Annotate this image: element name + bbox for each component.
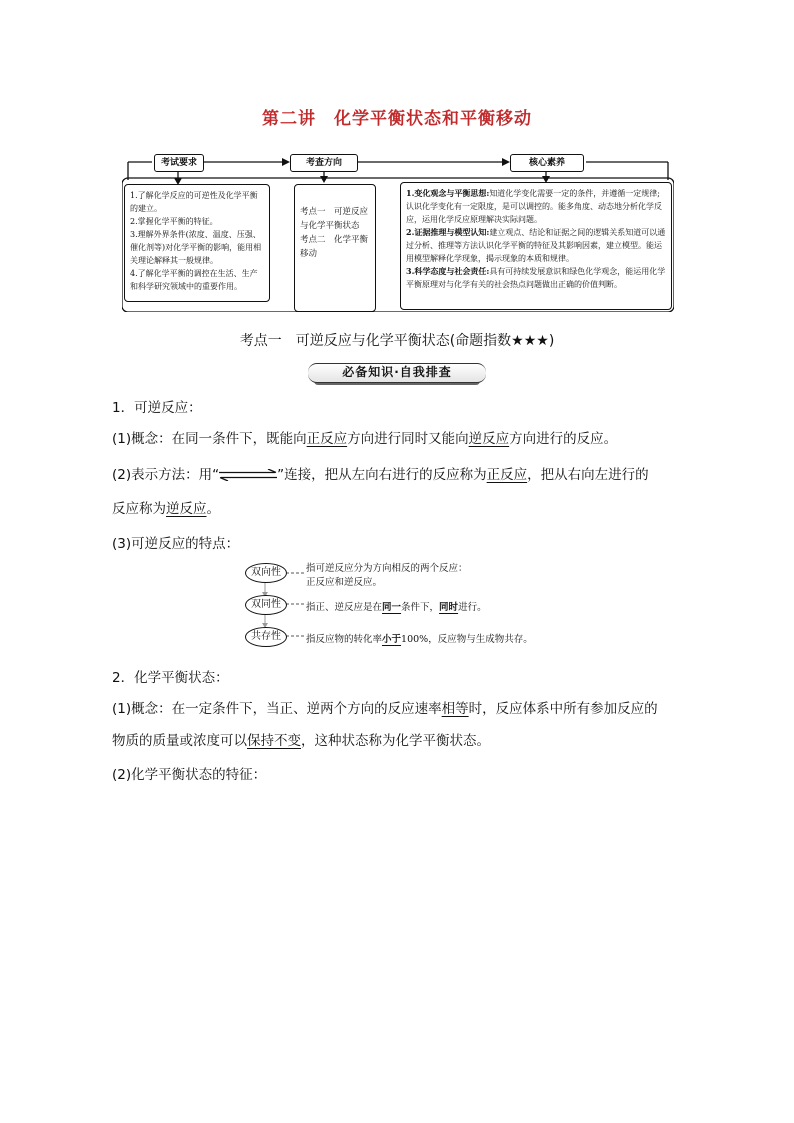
feature-desc: 指正、逆反应是在同一条件下，同时进行。: [306, 602, 487, 613]
literacy-box: [400, 182, 672, 310]
literacy-item: 3.科学态度与社会责任:具有可持续发展意识和绿色化学观念，能运用化学平衡原理对与化学有关的社会热点问题做出正确的价值判断。: [406, 266, 666, 289]
s1-notation-line-2: 反应称为逆反应。: [112, 501, 220, 517]
s2-features-line: (2)化学平衡状态的特征：: [112, 767, 267, 783]
requirement-item: 1.了解化学反应的可逆性及化学平衡的建立。: [130, 191, 258, 213]
answer-blank: 正反应: [306, 431, 348, 447]
section2-heading: 2．化学平衡状态：: [112, 670, 229, 686]
arrow-head: [320, 176, 328, 183]
answer-blank: 逆反应: [166, 501, 207, 517]
feature-desc: 正反应和逆反应。: [306, 577, 383, 588]
answer-blank: 逆反应: [468, 431, 510, 447]
exam-requirements-box: [124, 184, 270, 302]
feature-label: 双向性: [245, 563, 287, 583]
page-title: 第二讲 化学平衡状态和平衡移动: [262, 109, 532, 129]
overview-diagram: [122, 150, 674, 312]
literacy-item: 1.变化观念与平衡思想:知道化学变化需要一定的条件，并遵循一定规律;认识化学变化有一定限度，是可以调控的。能多角度、动态地分析化学反应，运用化学反应原理解决实际问题。: [406, 188, 662, 224]
s1-notation-line: (2)表示方法：用“ ”连接，把从左向右进行的反应称为正反应，把从右向左进行的: [112, 467, 649, 483]
answer-blank: 相等: [441, 701, 469, 717]
feature-label: 共存性: [245, 627, 287, 647]
s1-concept-line: (1)概念：在同一条件下，既能向正反应方向进行同时又能向逆反应方向进行的反应。: [112, 431, 618, 447]
banner-text: 必备知识·自我排查: [342, 365, 452, 379]
literacy-item: 2.证据推理与模型认知:建立观点、结论和证据之间的逻辑关系知道可以通过分析、推理等方法认识化学平衡的特征及其影响因素，建立模型。能运用模型解释化学现象，揭示现象的本质和规律。: [406, 227, 666, 263]
directions-box: [294, 184, 376, 312]
header-literacy: 核心素养: [510, 154, 584, 172]
answer-blank: 保持不变: [247, 733, 301, 749]
section-banner: [308, 363, 486, 385]
direction-item: 考点一 可逆反应与化学平衡状态: [300, 207, 369, 231]
feature-desc: 指可逆反应分为方向相反的两个反应：: [306, 563, 468, 574]
requirement-item: 2.掌握化学平衡的特征。: [130, 217, 218, 226]
answer-blank: 正反应: [486, 467, 528, 483]
requirement-item: 4.了解化学平衡的调控在生活、生产和科学研究领域中的重要作用。: [130, 269, 258, 291]
arrow-head: [502, 158, 510, 166]
feature-desc: 指反应物的转化率小于100%，反应物与生成物共存。: [306, 634, 533, 645]
s1-features-line: (3)可逆反应的特点：: [112, 536, 240, 552]
reversible-arrow-icon: [219, 469, 277, 481]
requirement-item: 3.理解外界条件(浓度、温度、压强、催化剂等)对化学平衡的影响，能用相关理论解释其一般规律。: [130, 230, 262, 265]
feature-label: 双同性: [245, 595, 287, 615]
direction-item: 考点二 化学平衡移动: [300, 235, 369, 259]
features-diagram: [244, 560, 564, 652]
arrow-head: [282, 158, 290, 166]
s2-concept-line: (1)概念：在一定条件下，当正、逆两个方向的反应速率相等时，反应体系中所有参加反应的: [112, 701, 658, 717]
s2-concept-line-2: 物质的质量或浓度可以保持不变，这种状态称为化学平衡状态。: [112, 733, 490, 749]
section1-heading: 1．可逆反应：: [112, 400, 202, 416]
header-directions: 考查方向: [290, 154, 358, 172]
header-exam-requirements: 考试要求: [154, 154, 204, 172]
kaodian-title: 考点一 可逆反应与化学平衡状态(命题指数★★★): [239, 333, 555, 349]
